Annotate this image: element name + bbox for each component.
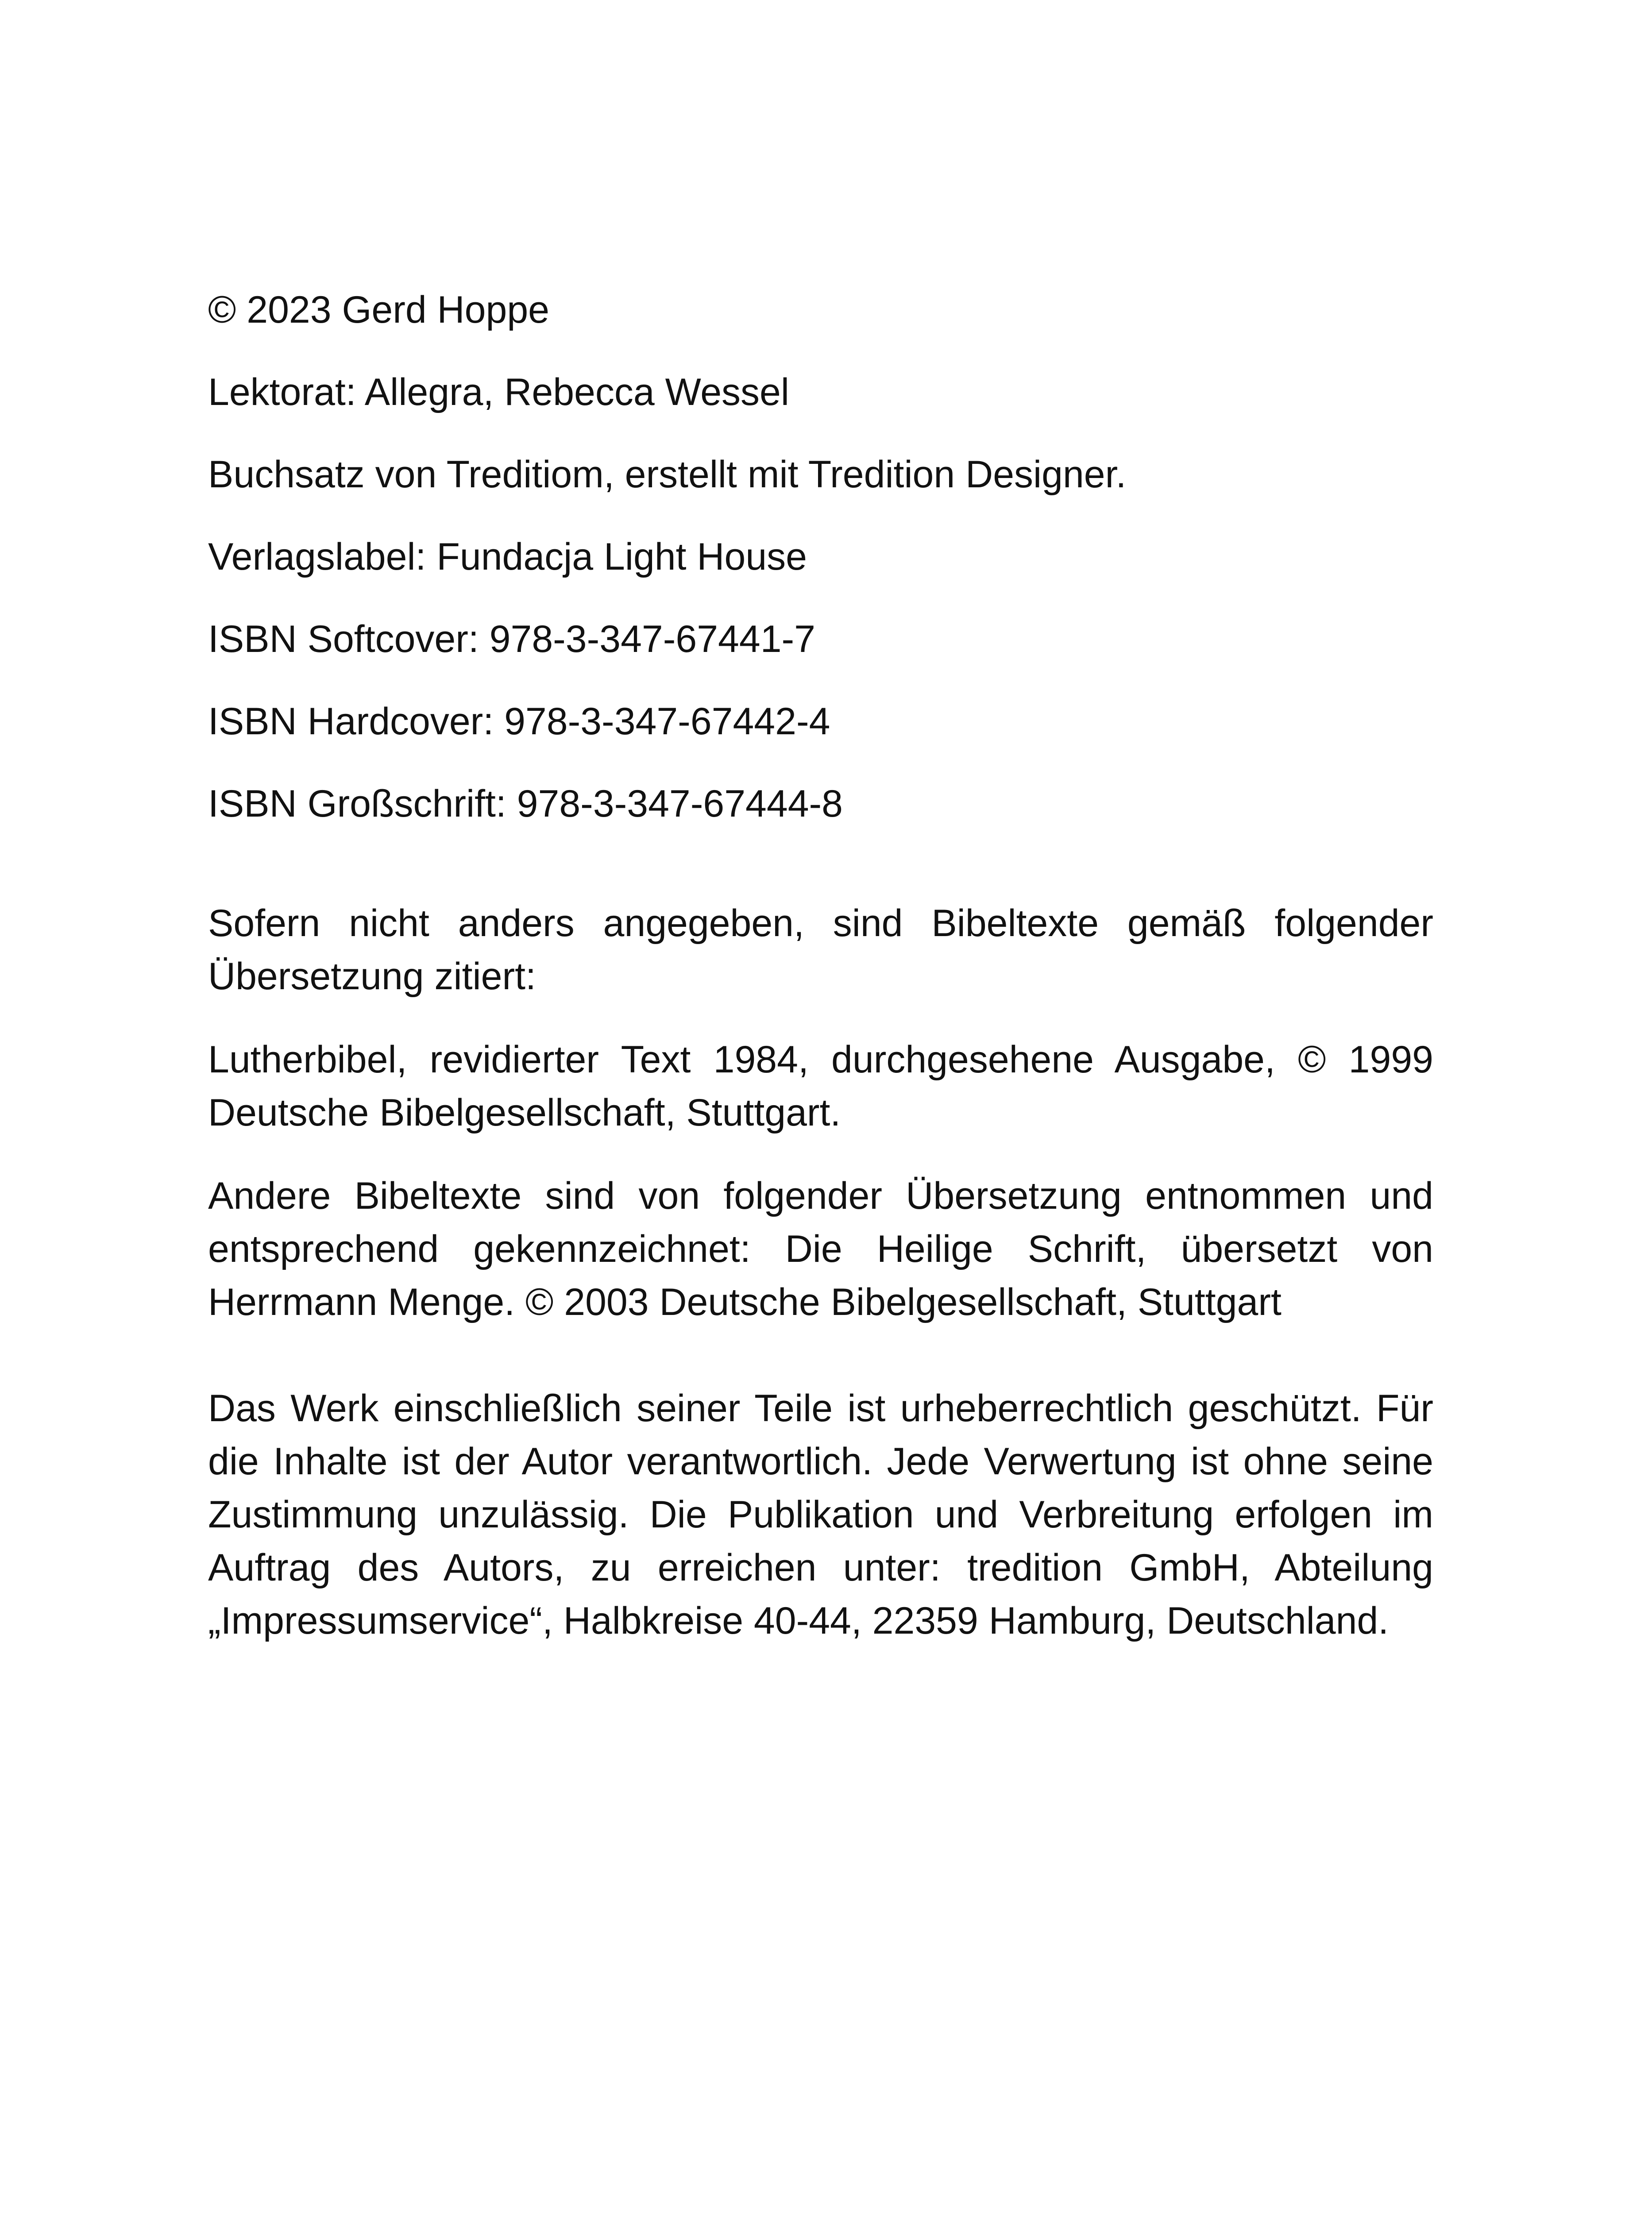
- lektorat-line: Lektorat: Allegra, Rebecca Wessel: [208, 371, 789, 413]
- other-bible-paragraph: Andere Bibeltexte sind von folgender Übersetzung entnommen und entsprechend gekennzeichnet: Die Heilige Schrift, übersetzt von Herrmann Menge. © 2003 Deutsche Bibelgesellschaft, Stuttgart: [208, 1175, 1433, 1323]
- buchsatz-line: Buchsatz von Treditiom, erstellt mit Tredition Designer.: [208, 453, 1127, 496]
- rights-paragraph: Das Werk einschließlich seiner Teile ist urheberrechtlich geschützt. Für die Inhalte ist der Autor verantwortlich. Jede Verwertung ist ohne seine Zustimmung unzulässig. Die Publikation und Verbreitung erfolgen im Auftrag des Autors, zu erreichen unter: tredition GmbH, Abteilung „Impressumservice“, Halbkreise 40-44, 22359 Hamburg, Deutschland.: [208, 1387, 1433, 1642]
- copyright-line: © 2023 Gerd Hoppe: [208, 289, 549, 331]
- isbn-grossschrift-line: ISBN Großschrift: 978-3-347-67444-8: [208, 783, 843, 825]
- verlagslabel-line: Verlagslabel: Fundacja Light House: [208, 536, 807, 578]
- isbn-softcover-line: ISBN Softcover: 978-3-347-67441-7: [208, 618, 816, 660]
- isbn-hardcover-line: ISBN Hardcover: 978-3-347-67442-4: [208, 700, 830, 743]
- bible-intro-paragraph: Sofern nicht anders angegeben, sind Bibeltexte gemäß folgender Übersetzung zitiert:: [208, 902, 1433, 998]
- luther-bible-paragraph: Lutherbibel, revidierter Text 1984, durchgesehene Ausgabe, © 1999 Deutsche Bibelgesellschaft, Stuttgart.: [208, 1038, 1433, 1134]
- imprint-content: [208, 283, 1433, 1647]
